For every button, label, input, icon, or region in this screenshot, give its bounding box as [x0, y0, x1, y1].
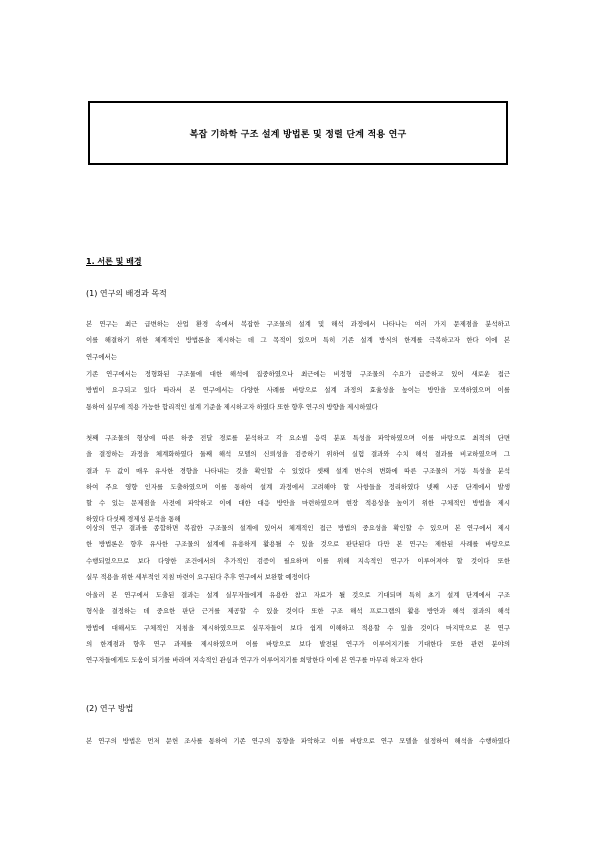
text-line: 방법에 대해서도 구체적인 지침을 제시하였으므로 실무자들이 보다 쉽게 이해하고 적용할 수 있을 것이다 마지막으로 본 연구 [86, 623, 510, 632]
text-line: 이를 해결하기 위한 체계적인 방법론을 제시하는 데 그 목적이 있으며 특히 기존 설계 방식의 한계를 극복하고자 한다 이에 본 [86, 336, 510, 345]
paragraph [86, 366, 510, 415]
text-line: 통하여 실무에 적용 가능한 합리적인 설계 기준을 제시하고자 하였다 또한 향후 연구의 방향을 제시하였다 [86, 402, 378, 411]
section-heading: 1. 서론 및 배경 [86, 257, 142, 266]
text-line: 하여 주요 영향 인자를 도출하였으며 이를 통하여 설계 과정에서 고려해야 할 사항들을 정리하였다 넷째 시공 단계에서 발생 [86, 482, 510, 491]
text-line: 첫째 구조물의 형상에 따른 하중 전달 경로를 분석하고 각 요소별 응력 분포 특성을 파악하였으며 이를 바탕으로 최적의 단면 [86, 434, 510, 442]
text-line: 형식을 결정하는 데 중요한 판단 근거를 제공할 수 있을 것이다 또한 구조 해석 프로그램의 활용 방안과 해석 결과의 해석 [86, 607, 510, 616]
paragraph [86, 587, 510, 668]
paragraph [86, 733, 510, 749]
text-line: 이상의 연구 결과를 종합하면 복잡한 구조물의 설계에 있어서 체계적인 접근 방법의 중요성을 확인할 수 있으며 본 연구에서 제시 [86, 524, 510, 532]
text-line: 결과 두 값이 매우 유사한 경향을 나타내는 것을 확인할 수 있었다 셋째 설계 변수의 변화에 따른 구조물의 거동 특성을 분석 [86, 466, 510, 475]
text-line: 기존 연구에서는 정형화된 구조물에 대한 해석에 집중하였으나 최근에는 비정형 구조물의 수요가 급증하고 있어 새로운 접근 [86, 370, 510, 378]
text-line: 의 한계점과 향후 연구 과제를 제시하였으며 이를 바탕으로 보다 발전된 연구가 이루어지기를 기대한다 또한 관련 분야의 [86, 639, 510, 648]
text-line: 방법이 요구되고 있다 따라서 본 연구에서는 다양한 사례를 바탕으로 설계 과정의 효율성을 높이는 방안을 모색하였으며 이를 [86, 386, 510, 395]
text-line: 한 방법론은 향후 유사한 구조물의 설계에 유용하게 활용될 수 있을 것으로 판단된다 다만 본 연구는 제한된 사례를 바탕으로 [86, 540, 510, 549]
subsection-heading: (2) 연구 방법 [86, 704, 134, 713]
text-line: 연구에서는 [86, 352, 117, 361]
text-line: 본 연구는 최근 급변하는 산업 환경 속에서 복잡한 구조물의 설계 및 해석 과정에서 나타나는 여러 가지 문제점을 분석하고 [86, 320, 510, 328]
text-line: 실무 적용을 위한 세부적인 지침 마련이 요구된다 추후 연구에서 보완할 예정이다 [86, 572, 311, 581]
document-title: 복잡 기하학 구조 설계 방법론 및 정렬 단계 적용 연구 [189, 129, 407, 140]
paragraph [86, 316, 510, 365]
text-line: 본 연구의 방법은 먼저 문헌 조사를 통하여 기존 연구의 동향을 파악하고 이를 바탕으로 연구 모델을 설정하여 해석을 수행하였다 [86, 737, 510, 745]
text-line: 할 수 있는 문제점을 사전에 파악하고 이에 대한 대응 방안을 마련하였으며 현장 적용성을 높이기 위한 구체적인 방법을 제시 [86, 499, 510, 508]
text-line: 연구자들에게도 도움이 되기를 바라며 지속적인 관심과 연구가 이루어지기를 희망한다 이에 본 연구를 마무리 하고자 한다 [86, 656, 424, 665]
paragraph [86, 520, 510, 585]
text-line: 수행되었으므로 보다 다양한 조건에서의 추가적인 검증이 필요하며 이를 위해 지속적인 연구가 이루어져야 할 것이다 또한 [86, 556, 510, 565]
text-line: 하였다 다섯째 경제성 분석을 통해 [86, 515, 181, 524]
text-line: 을 결정하는 과정을 체계화하였다 둘째 해석 모델의 신뢰성을 검증하기 위하여 실험 결과와 수치 해석 결과를 비교하였으며 그 [86, 450, 510, 459]
paragraph [86, 430, 510, 528]
title-box [88, 101, 508, 165]
subsection-heading: (1) 연구의 배경과 목적 [86, 289, 167, 298]
text-line: 아울러 본 연구에서 도출된 결과는 설계 실무자들에게 유용한 참고 자료가 될 것으로 기대되며 특히 초기 설계 단계에서 구조 [86, 591, 510, 599]
